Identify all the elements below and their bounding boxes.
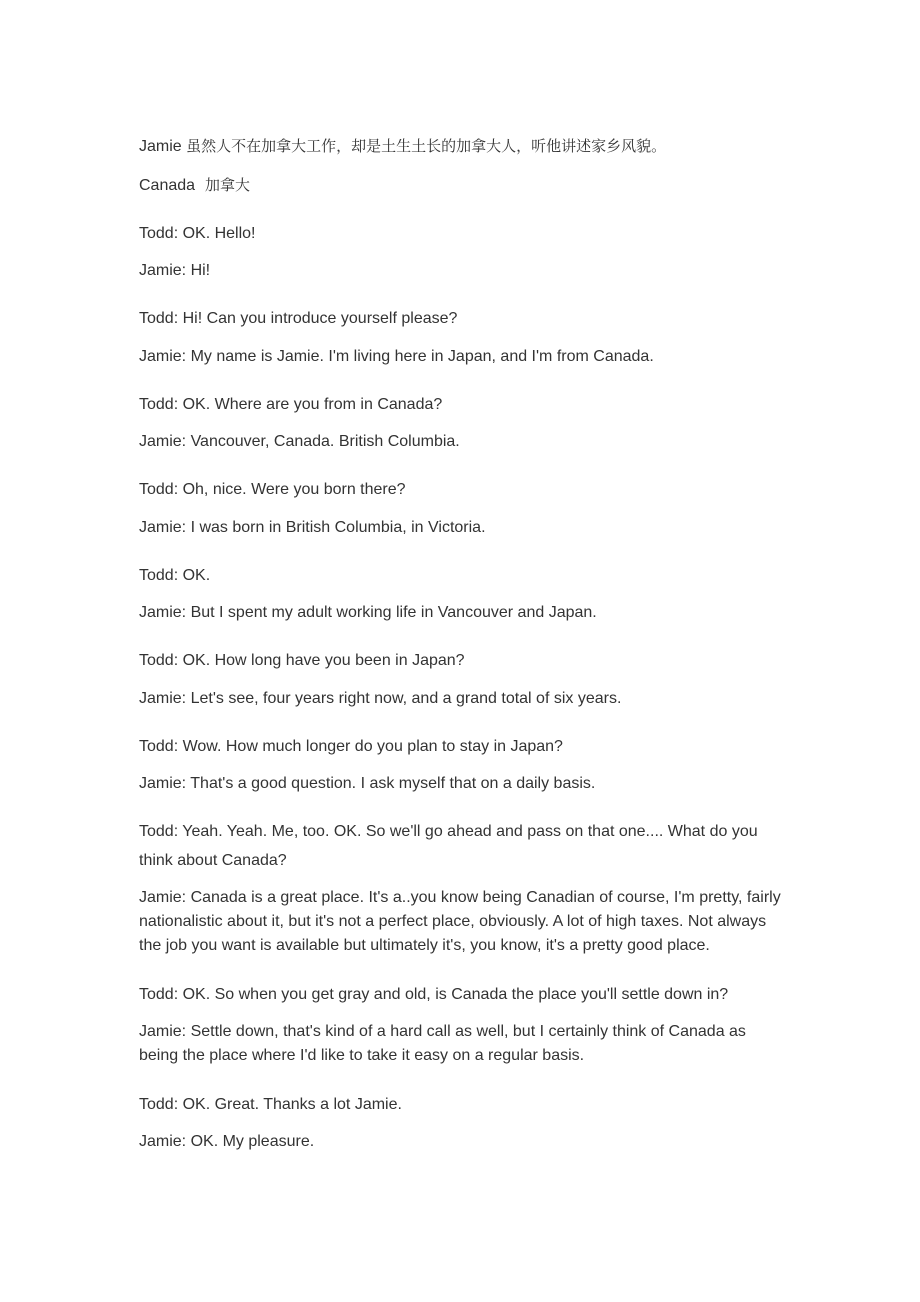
dialogue-line: Jamie: OK. My pleasure. [139, 1133, 315, 1150]
dialogue-line: Jamie: That's a good question. I ask myself that on a daily basis. [139, 775, 596, 792]
intro-line [139, 137, 784, 156]
dialogue-line: Jamie: But I spent my adult working life in Vancouver and Japan. [139, 604, 597, 621]
dialogue-line: Jamie: Vancouver, Canada. British Columbia. [139, 433, 460, 450]
title-chinese: 加拿大 [205, 176, 251, 194]
dialogue-line: Todd: OK. Where are you from in Canada? [139, 396, 443, 413]
intro-name: Jamie [139, 138, 182, 155]
dialogue-line: Todd: OK. So when you get gray and old, is Canada the place you'll settle down in? [139, 986, 729, 1003]
dialogue-line: Todd: Oh, nice. Were you born there? [139, 481, 406, 498]
dialogue-line: Todd: Hi! Can you introduce yourself please? [139, 310, 458, 327]
intro-text: 虽然人不在加拿大工作，却是土生土长的加拿大人，听他讲述家乡风貌。 [186, 137, 667, 155]
dialogue-line: Jamie: I was born in British Columbia, in Victoria. [139, 519, 486, 536]
dialogue-line: Jamie: Hi! [139, 262, 211, 279]
title-english: Canada [139, 177, 196, 194]
dialogue-line: Todd: OK. [139, 567, 211, 584]
dialogue-paragraph: Jamie: Settle down, that's kind of a hard call as well, but I certainly think of Canada as being the place where I'd like to take it easy on a regular basis. [139, 1023, 746, 1064]
dialogue-line: Todd: OK. How long have you been in Japan? [139, 652, 465, 669]
dialogue-line: Jamie: My name is Jamie. I'm living here in Japan, and I'm from Canada. [139, 348, 654, 365]
dialogue-line: Todd: OK. Hello! [139, 225, 256, 242]
dialogue-line: Todd: Wow. How much longer do you plan to stay in Japan? [139, 738, 563, 755]
title-line [139, 176, 784, 195]
dialogue-paragraph: Jamie: Canada is a great place. It's a..you know being Canadian of course, I'm pretty, fairly nationalistic about it, but it's not a perfect place, obviously. A lot of high taxes. Not always the job you want is available but ultimately it's, you know, it's a pretty good place. [139, 889, 781, 954]
dialogue-line: Todd: OK. Great. Thanks a lot Jamie. [139, 1096, 402, 1113]
dialogue-paragraph: Todd: Yeah. Yeah. Me, too. OK. So we'll go ahead and pass on that one.... What do you think about Canada? [139, 823, 758, 869]
dialogue-line: Jamie: Let's see, four years right now, and a grand total of six years. [139, 690, 622, 707]
